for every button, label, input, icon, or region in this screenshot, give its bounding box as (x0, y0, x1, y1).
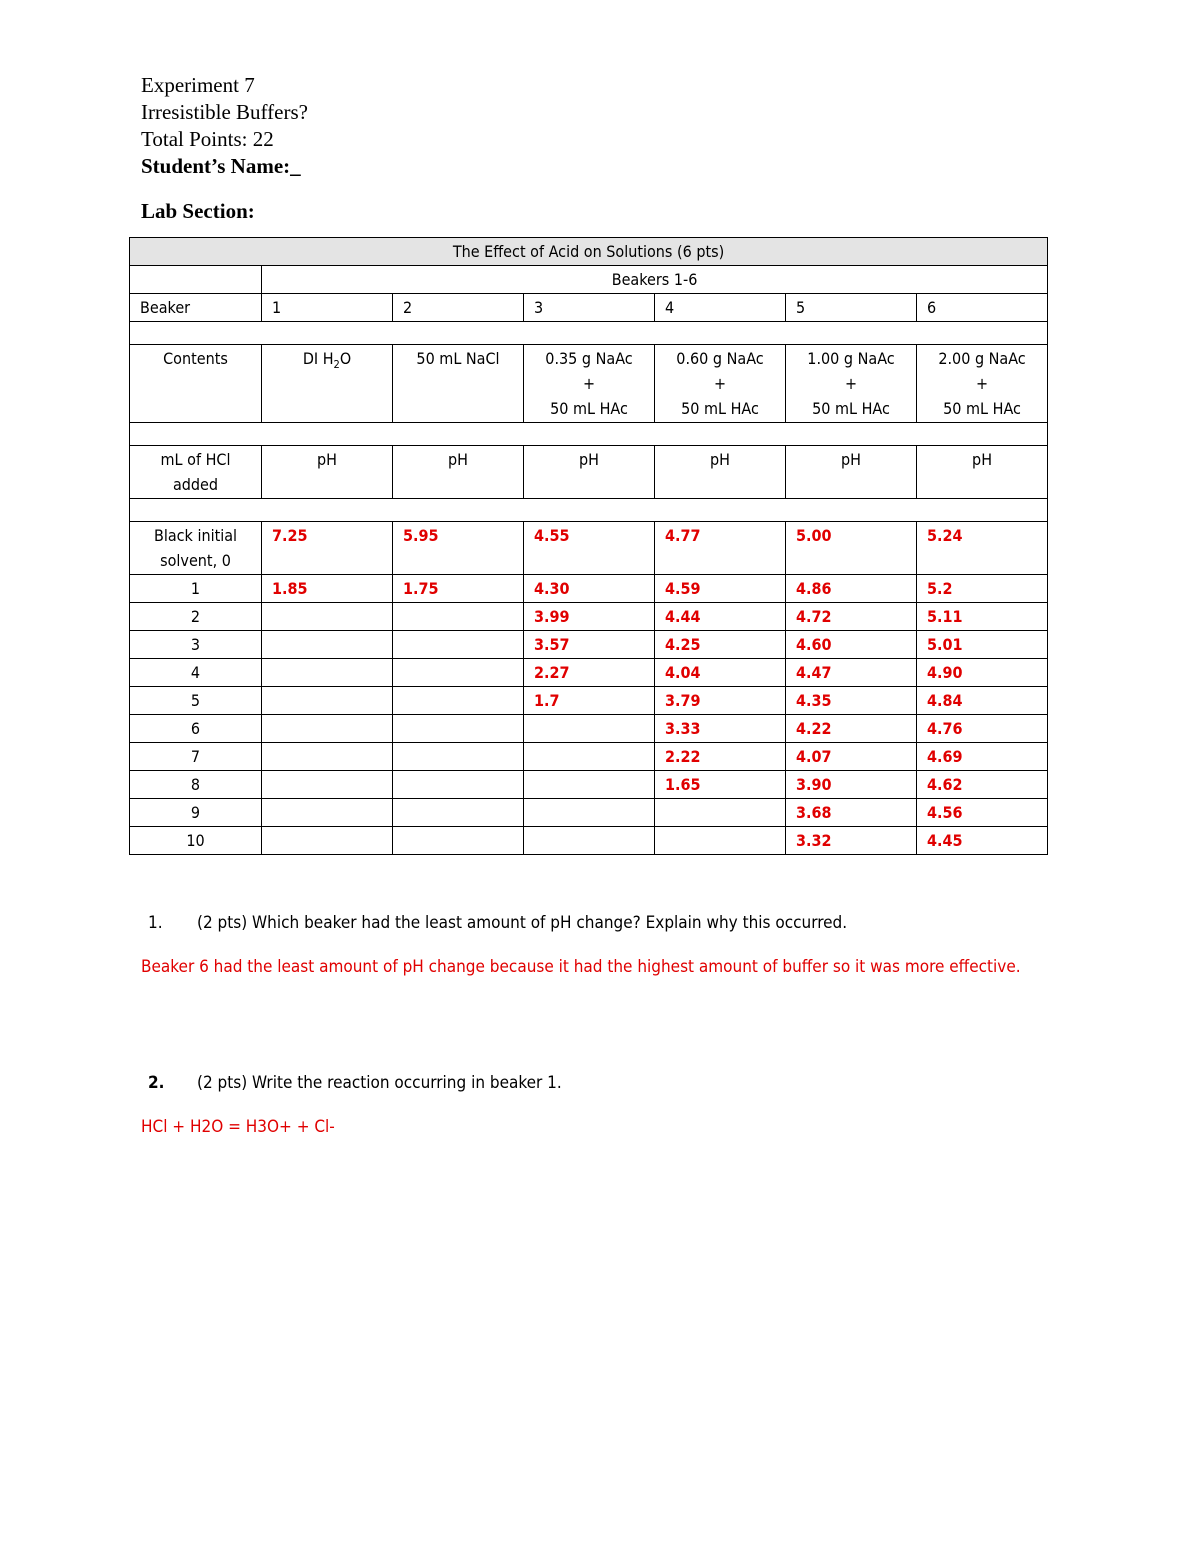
ph-value-cell (393, 799, 524, 827)
table-row (130, 827, 1048, 855)
ph-value-cell (262, 631, 393, 659)
ph-value-cell (262, 743, 393, 771)
ph-value-cell: 3.90 (786, 771, 917, 799)
ml-hcl-value: 10 (130, 827, 262, 855)
ml-hcl-value: 7 (130, 743, 262, 771)
table-row (130, 799, 1048, 827)
table-row (130, 631, 1048, 659)
ph-value-cell (393, 715, 524, 743)
table-row (130, 659, 1048, 687)
titration-rows (130, 575, 1048, 855)
ph-value-cell: 4.04 (655, 659, 786, 687)
ph-value-cell: 4.56 (917, 799, 1048, 827)
ph-value-cell: 4.77 (655, 522, 786, 575)
ph-value-cell: 3.99 (524, 603, 655, 631)
ph-header: pH (262, 446, 393, 499)
acid-effect-table (129, 237, 1048, 855)
ml-hcl-value: 3 (130, 631, 262, 659)
ph-value-cell: 4.76 (917, 715, 1048, 743)
table-row (130, 743, 1048, 771)
question-2 (141, 1069, 562, 1097)
ph-value-cell: 4.22 (786, 715, 917, 743)
beakers-group-label: Beakers 1-6 (262, 266, 1048, 294)
ml-hcl-value: 6 (130, 715, 262, 743)
ml-hcl-value: 1 (130, 575, 262, 603)
ph-value-cell (655, 799, 786, 827)
table-row (130, 575, 1048, 603)
ph-value-cell: 3.32 (786, 827, 917, 855)
experiment-number: Experiment 7 (141, 73, 255, 97)
ph-value-cell (393, 743, 524, 771)
ml-hcl-value: 9 (130, 799, 262, 827)
ph-value-cell: 1.85 (262, 575, 393, 603)
answer-1: Beaker 6 had the least amount of pH change because it had the highest amount of buffer so it was more effective. (141, 957, 1021, 977)
contents-cell: 2.00 g NaAc + 50 mL HAc (917, 345, 1048, 423)
ph-value-cell: 4.25 (655, 631, 786, 659)
contents-cell: 1.00 g NaAc + 50 mL HAc (786, 345, 917, 423)
contents-cell: DI $H_2O$ (262, 345, 393, 423)
ph-value-cell (655, 827, 786, 855)
ph-value-cell: 4.07 (786, 743, 917, 771)
ph-value-cell: 1.65 (655, 771, 786, 799)
document-header (141, 72, 308, 225)
contents-row-label: Contents (130, 345, 262, 423)
ph-value-cell: 4.60 (786, 631, 917, 659)
question-text: (2 pts) Which beaker had the least amount of pH change? Explain why this occurred. (197, 913, 848, 933)
ml-hcl-label: mL of HCl added (130, 446, 262, 499)
ph-value-cell (262, 659, 393, 687)
ph-value-cell (262, 603, 393, 631)
table-row (130, 603, 1048, 631)
ph-value-cell (262, 827, 393, 855)
spacer-row (130, 499, 1048, 522)
ph-value-cell: 5.00 (786, 522, 917, 575)
ph-value-cell (262, 799, 393, 827)
empty-cell (130, 266, 262, 294)
ph-value-cell: 2.27 (524, 659, 655, 687)
ph-value-cell (524, 771, 655, 799)
table-row (130, 771, 1048, 799)
ph-value-cell: 4.62 (917, 771, 1048, 799)
ph-value-cell (393, 687, 524, 715)
ph-value-cell: 3.57 (524, 631, 655, 659)
ph-value-cell: 2.22 (655, 743, 786, 771)
contents-cell: 50 mL NaCl (393, 345, 524, 423)
question-number: 2. (148, 1073, 165, 1093)
contents-cell: 0.60 g NaAc + 50 mL HAc (655, 345, 786, 423)
ph-value-cell (524, 715, 655, 743)
ph-value-cell: 5.01 (917, 631, 1048, 659)
ph-value-cell: 3.79 (655, 687, 786, 715)
ph-value-cell: 5.95 (393, 522, 524, 575)
ph-value-cell: 4.55 (524, 522, 655, 575)
ph-header: pH (524, 446, 655, 499)
ph-value-cell (393, 771, 524, 799)
table-row (130, 687, 1048, 715)
ph-value-cell: 4.86 (786, 575, 917, 603)
ph-value-cell (524, 827, 655, 855)
ph-value-cell: 5.24 (917, 522, 1048, 575)
ph-value-cell: 4.35 (786, 687, 917, 715)
ph-value-cell (524, 743, 655, 771)
ph-value-cell: 4.59 (655, 575, 786, 603)
ph-value-cell: 4.47 (786, 659, 917, 687)
ph-value-cell: 4.30 (524, 575, 655, 603)
beaker-number: 3 (524, 294, 655, 322)
ph-value-cell (393, 827, 524, 855)
ph-value-cell (262, 715, 393, 743)
beaker-row-label: Beaker (130, 294, 262, 322)
answer-2: HCl + H2O = H3O+ + Cl- (141, 1117, 335, 1137)
ph-value-cell: 5.2 (917, 575, 1048, 603)
beaker-number: 4 (655, 294, 786, 322)
question-number: 1. (148, 913, 163, 933)
experiment-title: Irresistible Buffers? (141, 100, 308, 124)
ph-value-cell: 4.72 (786, 603, 917, 631)
ph-value-cell: 1.75 (393, 575, 524, 603)
ph-header: pH (917, 446, 1048, 499)
contents-cell: 0.35 g NaAc + 50 mL HAc (524, 345, 655, 423)
initial-row-label: Black initial solvent, 0 (130, 522, 262, 575)
ph-value-cell: 4.84 (917, 687, 1048, 715)
ph-value-cell: 7.25 (262, 522, 393, 575)
ph-value-cell: 3.33 (655, 715, 786, 743)
ph-value-cell (393, 603, 524, 631)
table-row (130, 715, 1048, 743)
ph-value-cell (393, 659, 524, 687)
ph-header: pH (393, 446, 524, 499)
ph-header: pH (786, 446, 917, 499)
ph-value-cell: 4.90 (917, 659, 1048, 687)
ml-hcl-value: 4 (130, 659, 262, 687)
ph-value-cell: 4.69 (917, 743, 1048, 771)
ph-value-cell (262, 687, 393, 715)
beaker-number: 1 (262, 294, 393, 322)
ml-hcl-value: 2 (130, 603, 262, 631)
ml-hcl-value: 5 (130, 687, 262, 715)
table-caption: The Effect of Acid on Solutions (6 pts) (130, 238, 1048, 266)
beaker-number: 2 (393, 294, 524, 322)
spacer-row (130, 322, 1048, 345)
ml-hcl-value: 8 (130, 771, 262, 799)
question-1 (141, 909, 847, 937)
beaker-number: 5 (786, 294, 917, 322)
beaker-number: 6 (917, 294, 1048, 322)
total-points: Total Points: 22 (141, 127, 274, 151)
ph-value-cell: 3.68 (786, 799, 917, 827)
ph-value-cell: 1.7 (524, 687, 655, 715)
ph-value-cell: 4.44 (655, 603, 786, 631)
ph-value-cell (393, 631, 524, 659)
ph-header: pH (655, 446, 786, 499)
ph-value-cell: 4.45 (917, 827, 1048, 855)
spacer-row (130, 423, 1048, 446)
ph-value-cell: 5.11 (917, 603, 1048, 631)
question-text: (2 pts) Write the reaction occurring in beaker 1. (197, 1073, 562, 1093)
ph-value-cell (262, 771, 393, 799)
student-name-label: Student’s Name:_ (141, 154, 301, 178)
ph-value-cell (524, 799, 655, 827)
lab-section-label: Lab Section: (141, 199, 255, 223)
